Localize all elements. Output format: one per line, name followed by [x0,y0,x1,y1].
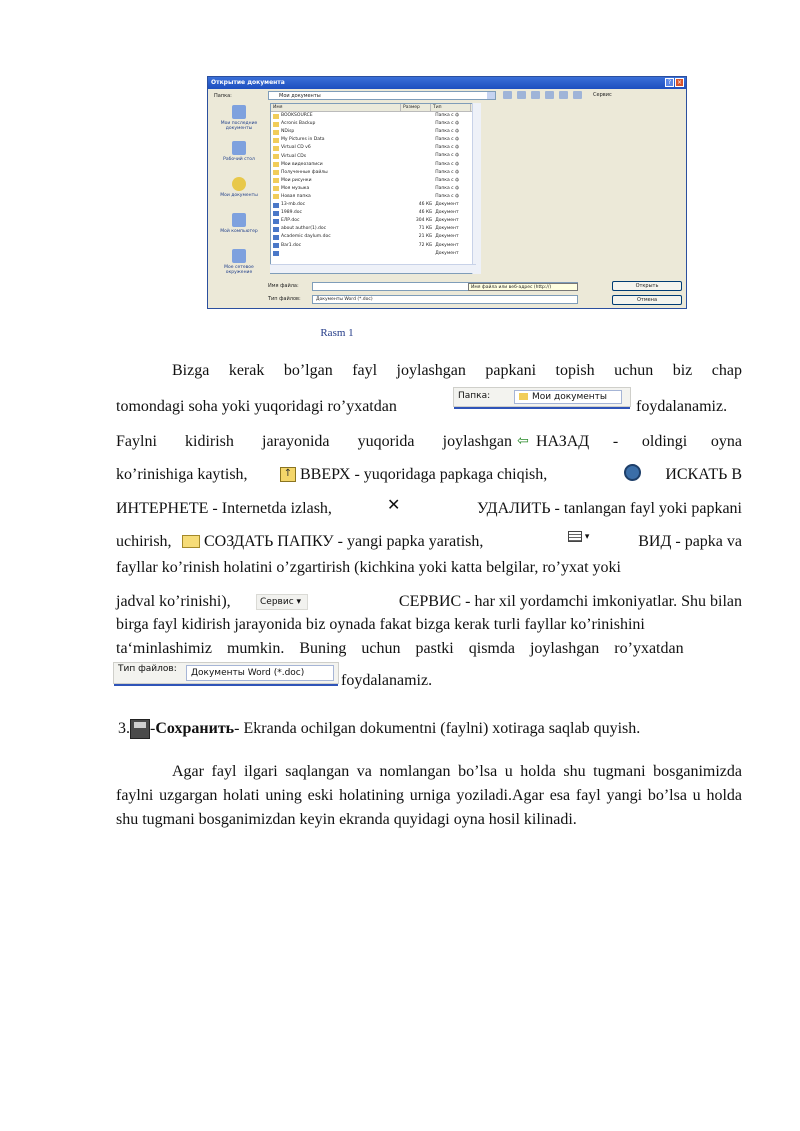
file-list-row: My Pictures in Data Папка с ф [271,136,475,144]
views-icon [573,91,582,99]
p1-line-6c: ВИД - papka va [638,533,742,550]
folder-icon [273,122,279,127]
delete-x-icon: ✕ [387,495,401,514]
computer-icon [232,213,246,227]
word-doc-icon [273,235,279,240]
back-icon [503,91,512,99]
p1-line-6: uchirish, [116,533,172,550]
save-disk-icon [130,719,150,739]
open-button: Открыть [612,281,682,291]
folder-icon [273,130,279,135]
cancel-button: Отмена [612,295,682,305]
views-menu-icon: ▾ [568,531,596,545]
file-list-row: Virtual CD v6 Папка с ф [271,144,475,152]
word-doc-icon [273,227,279,232]
p1-line-10: ta‘minlashimiz mumkin. Buning uchun pastki qismda joylashgan ro’yxatdan [116,640,684,657]
filetype-field: Документы Word (*.doc) [312,295,578,304]
folder-icon [273,170,279,175]
file-list-row: Документ [271,250,475,258]
folder-icon [273,162,279,167]
p1-line-9: birga fayl kidirish jarayonida biz oynada fakat bizga kerak turli fayllar ko’rinishini [116,616,645,633]
file-list-row: Полученные файлы Папка с ф [271,169,475,177]
search-web-icon [531,91,540,99]
file-list-row: about author(1).doc 71 КБ Документ [271,225,475,233]
filetype-combo-inline-image: Тип файлов: Документы Word (*.doc) [113,662,339,684]
p1-line-2-end: foydalanamiz. [636,398,728,415]
place-my-documents: Мои документы [212,177,266,211]
search-web-icon [624,464,641,481]
file-list-row: BOOKSOURCE Папка с ф [271,112,475,120]
up-folder-icon: ↑ [280,467,296,482]
p1-line-4b: ВВЕРХ - yuqoridaga papkaga chiqish, [300,466,548,483]
up-folder-icon [517,91,526,99]
p1-line-7: fayllar ko’rinish holatini o’zgartirish (kichkina yoki katta belgilar, ro’yxat yoki [116,559,621,576]
filename-tooltip: Имя файла или веб-адрес (http://) [468,283,578,291]
service-menu-inline-image: Сервис ▾ [256,594,308,610]
folder-icon [273,194,279,199]
p1-line-5b: УДАЛИТЬ - tanlangan fayl yoki papkani [476,500,742,517]
network-icon [232,249,246,263]
place-network: Мое сетевое окружение [212,249,266,283]
folder-icon [519,393,528,400]
place-desktop: Рабочий стол [212,141,266,175]
dialog-window-buttons [665,78,684,87]
p1-line-1: Bizga kerak bo’lgan fayl joylashgan papkani topish uchun biz chap [172,362,742,379]
p1-line-8: jadval ko’rinishi), [116,593,231,610]
file-list-row: NDisp Папка с ф [271,128,475,136]
place-recent: Мои последние документы [212,105,266,139]
filetype-label: Тип файлов: [268,296,301,302]
word-doc-icon [273,219,279,224]
lookin-combo-inline-image: Папка: Мои документы [453,387,631,407]
filename-label: Имя файла: [268,283,299,289]
file-list-row: Моя музыка Папка с ф [271,185,475,193]
file-list-row: 13-mb.doc 46 КБ Документ [271,201,475,209]
desktop-icon [232,141,246,155]
file-list-row: Мои рисунки Папка с ф [271,177,475,185]
folder-icon [273,138,279,143]
file-list-vscrollbar [472,103,481,274]
delete-icon [545,91,554,99]
word-doc-icon [273,203,279,208]
folder-icon [273,178,279,183]
p1-line-11: foydalanamiz. [341,672,433,689]
dialog-toolbar [503,91,612,99]
file-list-hscrollbar [270,264,476,273]
paragraph-2: Agar fayl ilgari saqlangan va nomlangan bo’lsa u holda shu tugmani bosganimizda faylni uzgargan holati uning eski holatining urniga yoziladi.Agar esa fayl yangi bo’lsa u holda shu tugmani bosganimizdan keyin ekranda quyidagi oyna hosil kilinadi. [116,763,742,828]
new-folder-icon [559,91,568,99]
file-list-row: 1989.doc 46 КБ Документ [271,209,475,217]
place-my-computer: Мой компьютер [212,213,266,247]
p1-line-6b: СОЗДАТЬ ПАПКУ - yangi papka yaratish, [204,533,484,550]
folder-icon [273,146,279,151]
word-doc-icon [273,211,279,216]
p1-line-8b: СЕРВИС - har xil yordamchi imkoniyatlar. Shu bilan [398,593,742,610]
close-icon: × [676,79,683,86]
my-documents-icon [232,177,246,191]
folder-icon [273,114,279,119]
file-list-header: Имя Размер Тип [271,104,475,112]
file-list-row: Academic daylum.doc 21 КБ Документ [271,233,475,241]
item-3-save: 3. - Сохранить - Ekranda ochilgan dokumentni (faylni) xotiraga saqlab quyish. [118,720,641,737]
folder-icon [273,154,279,159]
help-icon: ? [665,78,674,87]
p1-line-4: ko’rinishiga kaytish, [116,466,248,483]
p1-line-2: tomondagi soha yoki yuqoridagi ro’yxatdan [116,398,397,415]
dialog-title: Открытие документа [208,77,686,89]
word-doc-icon [273,251,279,256]
p1-line-4c: ИСКАТЬ В [665,466,742,483]
file-list-row: ЕЛР.doc 304 КБ Документ [271,217,475,225]
p1-line-5: ИНТЕРНЕТЕ - Internetda izlash, [116,500,332,517]
file-list-row: Мои видеозаписи Папка с ф [271,161,475,169]
p1-line-3a: Faylni kidirish jarayonida yuqorida joylashgan [116,433,512,450]
new-folder-icon [182,535,200,548]
lookin-combo: Мои документы [268,91,496,100]
file-list-row: Bar1.doc 72 КБ Документ [271,242,475,250]
recent-docs-icon [232,105,246,119]
figure-caption: Rasm 1 [320,327,354,339]
open-document-dialog-image [207,76,687,309]
file-list [270,103,476,274]
file-list-row: Acronis Backup Папка с ф [271,120,475,128]
p1-line-3b: НАЗАД - oldingi oyna [536,433,742,450]
word-doc-icon [273,243,279,248]
places-bar [212,103,266,273]
back-arrow-icon [517,432,533,450]
file-list-row: Virtual CDs Папка с ф [271,152,475,160]
folder-icon [273,186,279,191]
lookin-label: Папка: [214,93,232,99]
service-menu: Сервис [593,92,612,98]
file-list-row: Новая папка Папка с ф [271,193,475,201]
